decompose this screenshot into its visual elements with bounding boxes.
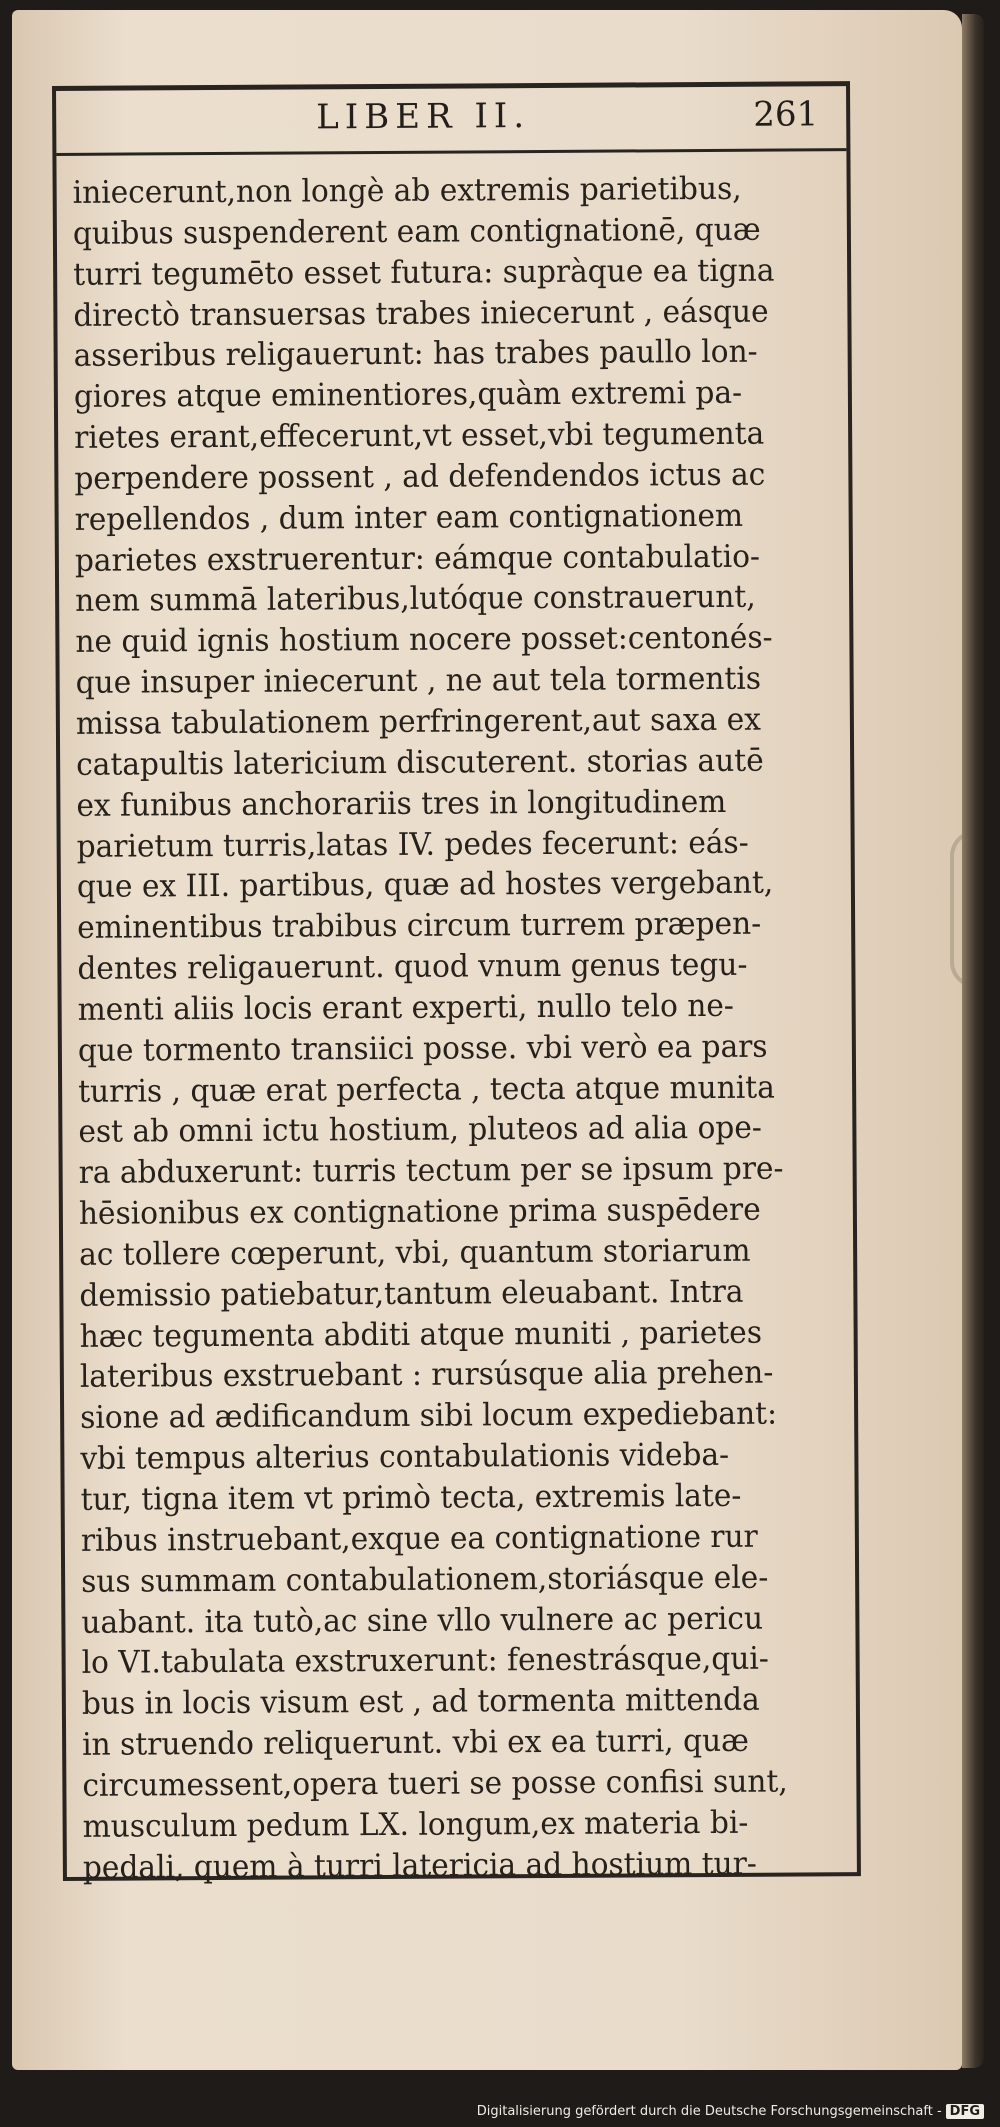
text-line: lo VI.tabulata exstruxerunt: fenestrásque,qui- bbox=[81, 1641, 769, 1682]
text-line: hæc tegumenta abditi atque muniti , parietes bbox=[79, 1314, 763, 1355]
text-frame bbox=[52, 81, 861, 1886]
text-line: tur, tigna item vt primò tecta, extremis late- bbox=[80, 1477, 742, 1518]
text-line: missa tabulationem perfringerent,aut saxa ex bbox=[75, 701, 762, 742]
text-line: turri tegumēto esset futura: supràque ea tigna bbox=[73, 252, 775, 293]
text-line: in struendo reliquerunt. vbi ex ea turri, quæ bbox=[82, 1722, 750, 1763]
text-line: turris , quæ erat perfecta , tecta atque munita bbox=[78, 1069, 775, 1110]
text-line: eminentibus trabibus circum turrem præpen- bbox=[77, 905, 762, 947]
text-line: ribus instruebant,exque ea contignatione rur bbox=[80, 1518, 758, 1559]
text-line: hēsionibus ex contignatione prima suspēdere bbox=[78, 1191, 761, 1232]
text-line: demissio patiebatur,tantum eleuabant. Intra bbox=[79, 1273, 744, 1314]
page-number: 261 bbox=[753, 94, 819, 135]
text-line: asseribus religauerunt: has trabes paullo lon- bbox=[73, 334, 758, 375]
text-line: perpendere possent , ad defendendos ictus ac bbox=[74, 456, 766, 497]
credit-text: Digitalisierung gefördert durch die Deutsche Forschungsgemeinschaft - bbox=[476, 2104, 942, 2119]
text-line: ac tollere cœperunt, vbi, quantum storiarum bbox=[79, 1232, 751, 1273]
text-line: dentes religauerunt. quod vnum genus tegu- bbox=[77, 946, 748, 987]
text-line: uabant. ita tutò,ac sine vllo vulnere ac pericu bbox=[81, 1600, 764, 1641]
text-line: parietum turris,latas IV. pedes fecerunt: eás- bbox=[76, 824, 749, 865]
text-line: que insuper iniecerunt , ne aut tela tormentis bbox=[75, 660, 762, 701]
text-line: quibus suspenderent eam contignationē, quæ bbox=[72, 211, 761, 252]
page-edge bbox=[962, 14, 984, 2068]
text-line: musculum pedum LX. longum,ex materia bi- bbox=[82, 1804, 749, 1845]
body-text bbox=[73, 168, 873, 1888]
text-line: lateribus exstruebant : rursúsque alia prehen- bbox=[79, 1355, 774, 1396]
text-line: pedali, quem à turri latericia ad hostium tur- bbox=[82, 1845, 757, 1886]
text-line: que ex III. partibus, quæ ad hostes vergebant, bbox=[76, 864, 774, 906]
text-line: que tormento transiici posse. vbi verò ea pars bbox=[77, 1028, 768, 1069]
text-line: ne quid ignis hostium nocere posset:centonés- bbox=[75, 619, 773, 661]
text-line: sus summam contabulationem,storiásque ele- bbox=[81, 1559, 769, 1600]
text-line: menti aliis locis erant experti, nullo telo ne- bbox=[77, 987, 735, 1028]
book-page bbox=[12, 10, 962, 2070]
running-head bbox=[56, 86, 846, 156]
text-line: nem summā lateribus,lutóque constrauerunt, bbox=[75, 579, 756, 620]
text-line: est ab omni ictu hostium, pluteos ad alia ope- bbox=[78, 1110, 762, 1151]
text-line: ra abduxerunt: turris tectum per se ipsum pre- bbox=[78, 1150, 784, 1192]
text-line: rietes erant,effecerunt,vt esset,vbi tegumenta bbox=[74, 415, 765, 456]
digitization-credit bbox=[477, 2104, 984, 2119]
text-line: vbi tempus alterius contabulationis videba- bbox=[80, 1437, 730, 1478]
text-line: iniecerunt,non longè ab extremis parietibus, bbox=[72, 170, 742, 211]
text-line: sione ad ædificandum sibi locum expediebant: bbox=[80, 1395, 778, 1437]
text-line: bus in locis visum est , ad tormenta mittenda bbox=[81, 1681, 760, 1723]
text-line: ex funibus anchorariis tres in longitudinem bbox=[76, 783, 727, 824]
text-line: catapultis latericium discuterent. storias autē bbox=[76, 742, 764, 783]
text-line: giores atque eminentiores,quàm extremi pa- bbox=[73, 375, 743, 416]
running-head-title: LIBER II. bbox=[316, 96, 531, 138]
text-line: directò transuersas trabes iniecerunt , eásque bbox=[73, 293, 769, 334]
text-line: circumessent,opera tueri se posse confisi sunt, bbox=[82, 1763, 788, 1804]
text-line: parietes exstruerentur: eámque contabulatio- bbox=[74, 538, 761, 579]
text-line: repellendos , dum inter eam contignationem bbox=[74, 497, 744, 538]
dfg-logo: DFG bbox=[946, 2104, 984, 2119]
